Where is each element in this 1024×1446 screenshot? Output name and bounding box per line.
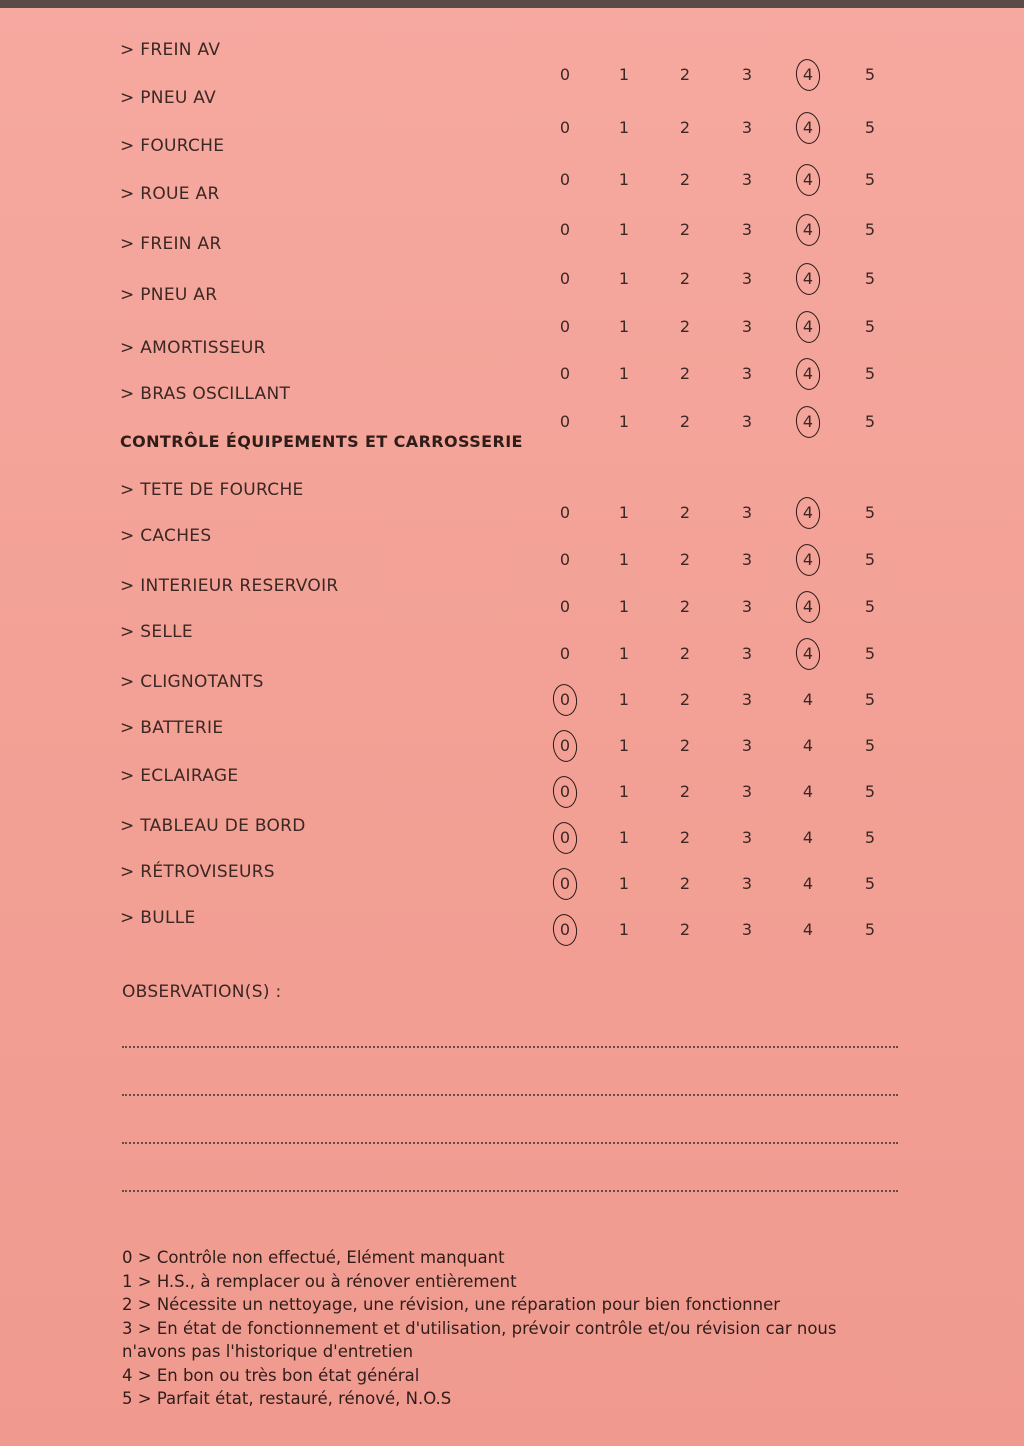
item-label: > PNEU AV [120, 88, 217, 108]
score-option[interactable]: 4 [802, 920, 814, 939]
score-option[interactable]: 0 [559, 118, 571, 137]
item-label: > INTERIEUR RESERVOIR [120, 576, 339, 596]
legend-line: 3 > En état de fonctionnement et d'utilisation, prévoir contrôle et/ou révision car nous [122, 1318, 837, 1338]
item-label: > BATTERIE [120, 718, 224, 738]
score-option[interactable]: 2 [679, 782, 691, 801]
item-label: > SELLE [120, 622, 193, 642]
score-option[interactable]: 5 [864, 269, 876, 288]
legend-line: n'avons pas l'historique d'entretien [122, 1342, 414, 1361]
score-option[interactable]: 5 [864, 597, 876, 616]
score-option-circled[interactable]: 0 [548, 825, 582, 851]
score-option[interactable]: 2 [679, 65, 691, 84]
score-option-circled[interactable]: 0 [548, 733, 582, 759]
item-label: > CACHES [120, 526, 212, 546]
score-option[interactable]: 3 [741, 364, 753, 383]
score-option[interactable]: 3 [741, 118, 753, 137]
score-option[interactable]: 5 [864, 874, 876, 893]
score-option[interactable]: 5 [864, 550, 876, 569]
score-option[interactable]: 3 [741, 644, 753, 663]
score-option[interactable]: 5 [864, 920, 876, 939]
score-row [540, 266, 910, 292]
score-option[interactable]: 2 [679, 874, 691, 893]
item-label: > BULLE [120, 908, 196, 928]
score-option[interactable]: 1 [618, 364, 630, 383]
score-option[interactable]: 3 [741, 170, 753, 189]
score-option[interactable]: 1 [618, 644, 630, 663]
score-row [540, 594, 910, 620]
score-option[interactable]: 2 [679, 317, 691, 336]
score-option-circled[interactable]: 4 [791, 547, 825, 573]
score-option[interactable]: 4 [802, 782, 814, 801]
score-legend [122, 1246, 912, 1411]
observation-line [122, 1142, 898, 1144]
score-row [540, 687, 910, 713]
score-row [540, 115, 910, 141]
observation-line [122, 1094, 898, 1096]
score-option[interactable]: 2 [679, 118, 691, 137]
score-option-circled[interactable]: 0 [548, 779, 582, 805]
score-option[interactable]: 3 [741, 503, 753, 522]
score-option[interactable]: 5 [864, 220, 876, 239]
score-option[interactable]: 5 [864, 690, 876, 709]
item-label: > PNEU AR [120, 285, 218, 305]
score-option[interactable]: 3 [741, 920, 753, 939]
score-option-circled[interactable]: 4 [791, 217, 825, 243]
item-label: > ROUE AR [120, 184, 220, 204]
score-option[interactable]: 0 [559, 220, 571, 239]
score-row [540, 361, 910, 387]
item-label: > TETE DE FOURCHE [120, 480, 304, 500]
score-option[interactable]: 3 [741, 782, 753, 801]
score-option[interactable]: 3 [741, 690, 753, 709]
score-option[interactable]: 0 [559, 170, 571, 189]
score-option[interactable]: 3 [741, 550, 753, 569]
score-row [540, 409, 910, 435]
score-row [540, 779, 910, 805]
score-option-circled[interactable]: 4 [791, 167, 825, 193]
score-option[interactable]: 1 [618, 220, 630, 239]
item-label: > FREIN AR [120, 234, 222, 254]
score-option[interactable]: 3 [741, 317, 753, 336]
score-option[interactable]: 2 [679, 412, 691, 431]
item-label: > ECLAIRAGE [120, 766, 239, 786]
score-option-circled[interactable]: 4 [791, 62, 825, 88]
legend-line: 0 > Contrôle non effectué, Elément manquant [122, 1248, 505, 1267]
score-option[interactable]: 5 [864, 782, 876, 801]
score-option[interactable]: 3 [741, 736, 753, 755]
score-option[interactable]: 1 [618, 690, 630, 709]
score-option[interactable]: 2 [679, 170, 691, 189]
legend-line: 4 > En bon ou très bon état général [122, 1365, 420, 1385]
legend-line: 2 > Nécessite un nettoyage, une révision, une réparation pour bien fonctionner [122, 1295, 781, 1314]
score-option[interactable]: 0 [559, 317, 571, 336]
score-option[interactable]: 5 [864, 118, 876, 137]
score-option-circled[interactable]: 4 [791, 500, 825, 526]
score-option[interactable]: 5 [864, 170, 876, 189]
score-option[interactable]: 5 [864, 644, 876, 663]
score-option[interactable]: 5 [864, 412, 876, 431]
score-option[interactable]: 1 [618, 597, 630, 616]
score-option[interactable]: 4 [802, 874, 814, 893]
observation-line [122, 1046, 898, 1048]
score-option[interactable]: 1 [618, 269, 630, 288]
legend-line: 5 > Parfait état, restauré, rénové, N.O.S [122, 1389, 452, 1408]
observation-label: OBSERVATION(S) : [122, 982, 282, 1002]
score-option[interactable]: 3 [741, 597, 753, 616]
score-option[interactable]: 0 [559, 503, 571, 522]
score-option-circled[interactable]: 4 [791, 115, 825, 141]
score-option[interactable]: 3 [741, 269, 753, 288]
score-row [540, 547, 910, 573]
score-option-circled[interactable]: 4 [791, 266, 825, 292]
score-option[interactable]: 0 [559, 65, 571, 84]
score-row [540, 500, 910, 526]
score-option[interactable]: 5 [864, 364, 876, 383]
score-option-circled[interactable]: 4 [791, 361, 825, 387]
item-label: > BRAS OSCILLANT [120, 384, 291, 404]
score-option-circled[interactable]: 0 [548, 687, 582, 713]
item-label: > AMORTISSEUR [120, 338, 266, 358]
score-option[interactable]: 4 [802, 828, 814, 847]
score-option[interactable]: 3 [741, 412, 753, 431]
score-option[interactable]: 3 [741, 220, 753, 239]
score-row [540, 167, 910, 193]
score-option[interactable]: 1 [618, 782, 630, 801]
score-option[interactable]: 1 [618, 412, 630, 431]
score-row [540, 733, 910, 759]
score-option[interactable]: 0 [559, 644, 571, 663]
score-option[interactable]: 2 [679, 736, 691, 755]
score-option[interactable]: 1 [618, 317, 630, 336]
score-option[interactable]: 1 [618, 828, 630, 847]
score-option[interactable]: 2 [679, 503, 691, 522]
score-option[interactable]: 2 [679, 828, 691, 847]
score-option[interactable]: 0 [559, 364, 571, 383]
score-option[interactable]: 2 [679, 364, 691, 383]
score-option[interactable]: 4 [802, 736, 814, 755]
item-label: > CLIGNOTANTS [120, 672, 264, 692]
legend-line: 1 > H.S., à remplacer ou à rénover entièrement [122, 1271, 517, 1291]
score-option[interactable]: 5 [864, 828, 876, 847]
score-row [540, 314, 910, 340]
score-option-circled[interactable]: 0 [548, 917, 582, 943]
score-option[interactable]: 2 [679, 597, 691, 616]
score-option-circled[interactable]: 4 [791, 641, 825, 667]
score-option[interactable]: 2 [679, 550, 691, 569]
score-option[interactable]: 5 [864, 503, 876, 522]
item-label: > FOURCHE [120, 136, 225, 156]
score-option[interactable]: 0 [559, 597, 571, 616]
score-option[interactable]: 0 [559, 550, 571, 569]
score-option[interactable]: 3 [741, 874, 753, 893]
observation-line [122, 1190, 898, 1192]
score-option[interactable]: 2 [679, 690, 691, 709]
section-title: CONTRÔLE ÉQUIPEMENTS ET CARROSSERIE [120, 432, 523, 451]
score-option-circled[interactable]: 0 [548, 871, 582, 897]
score-option[interactable]: 1 [618, 736, 630, 755]
score-row [540, 217, 910, 243]
item-label: > TABLEAU DE BORD [120, 816, 306, 836]
paper-top-edge [0, 0, 1024, 8]
score-option[interactable]: 0 [559, 412, 571, 431]
score-option[interactable]: 3 [741, 828, 753, 847]
score-row [540, 641, 910, 667]
score-option-circled[interactable]: 4 [791, 594, 825, 620]
score-row [540, 825, 910, 851]
score-option[interactable]: 1 [618, 920, 630, 939]
score-option[interactable]: 2 [679, 220, 691, 239]
item-label: > FREIN AV [120, 40, 221, 60]
score-option-circled[interactable]: 4 [791, 314, 825, 340]
score-option[interactable]: 1 [618, 118, 630, 137]
score-row [540, 871, 910, 897]
score-option[interactable]: 1 [618, 65, 630, 84]
score-option[interactable]: 5 [864, 65, 876, 84]
score-option[interactable]: 1 [618, 170, 630, 189]
score-option[interactable]: 5 [864, 736, 876, 755]
score-option[interactable]: 1 [618, 550, 630, 569]
score-option[interactable]: 2 [679, 644, 691, 663]
score-option[interactable]: 0 [559, 269, 571, 288]
score-option[interactable]: 2 [679, 269, 691, 288]
score-row [540, 917, 910, 943]
item-label: > RÉTROVISEURS [120, 862, 275, 882]
score-option-circled[interactable]: 4 [791, 409, 825, 435]
score-option[interactable]: 3 [741, 65, 753, 84]
score-option[interactable]: 1 [618, 503, 630, 522]
score-row [540, 62, 910, 88]
score-option[interactable]: 1 [618, 874, 630, 893]
score-option[interactable]: 4 [802, 690, 814, 709]
score-option[interactable]: 5 [864, 317, 876, 336]
score-option[interactable]: 2 [679, 920, 691, 939]
